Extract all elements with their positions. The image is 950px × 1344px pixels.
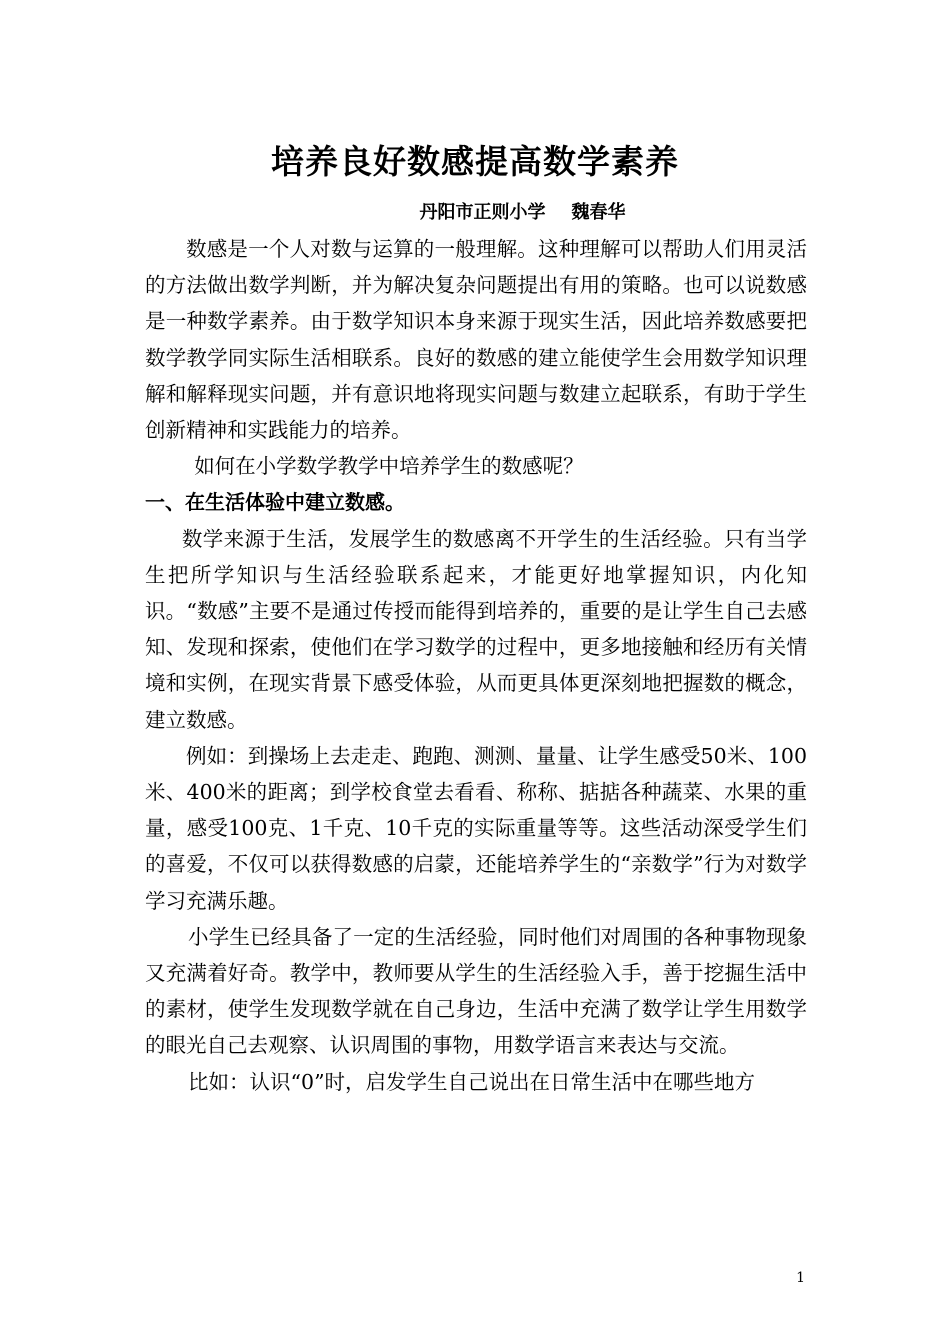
paragraph-intro: 数感是一个人对数与运算的一般理解。这种理解可以帮助人们用灵活的方法做出数学判断，并为解决复杂问题提出有用的策略。也可以说数感是一种数学素养。由于数学知识本身来源于现实生活，因此培养数感要把数学教学同实际生活相联系。良好的数感的建立能使学生会用数学知识理解和解释现实问题，并有意识地将现实问题与数建立起联系，有助于学生创新精神和实践能力的培养。 bbox=[145, 237, 807, 443]
school-name: 丹阳市正则小学 bbox=[419, 202, 546, 223]
paragraph-life-experience: 数学来源于生活，发展学生的数感离不开学生的生活经验。只有当学生把所学知识与生活经验联系起来，才能更好地掌握知识，内化知识。“数感”主要不是通过传授而能得到培养的，重要的是让学生自己去感知、发现和探索，使他们在学习数学的过程中，更多地接触和经历有关情境和实例，在现实背景下感受体验，从而更具体更深刻地把握数的概念，建立数感。 bbox=[145, 526, 807, 732]
author-name: 魏春华 bbox=[571, 202, 626, 223]
byline bbox=[0, 200, 950, 226]
paragraph-question: 如何在小学数学教学中培养学生的数感呢？ bbox=[194, 454, 584, 479]
page-number: 1 bbox=[796, 1270, 805, 1286]
paragraph-curiosity: 小学生已经具备了一定的生活经验，同时他们对周围的各种事物现象又充满着好奇。教学中，教师要从学生的生活经验入手，善于挖掘生活中的素材，使学生发现数学就在自己身边，生活中充满了数学让学生用数学的眼光自己去观察、认识周围的事物，用数学语言来表达与交流。 bbox=[145, 924, 807, 1058]
paragraph-example: 例如：到操场上去走走、跑跑、测测、量量、让学生感受50米、100米、400米的距离；到学校食堂去看看、称称、掂掂各种蔬菜、水果的重量，感受100克、1千克、10千克的实际重量等等。这些活动深受学生们的喜爱，不仅可以获得数感的启蒙，还能培养学生的“亲数学”行为对数学学习充满乐趣。 bbox=[145, 743, 807, 913]
section-heading-1: 一、在生活体验中建立数感。 bbox=[145, 490, 405, 515]
paragraph-zero: 比如：认识“0”时，启发学生自己说出在日常生活中在哪些地方 bbox=[188, 1069, 756, 1094]
document-title: 培养良好数感提高数学素养 bbox=[271, 142, 679, 181]
document-body bbox=[145, 231, 807, 1100]
